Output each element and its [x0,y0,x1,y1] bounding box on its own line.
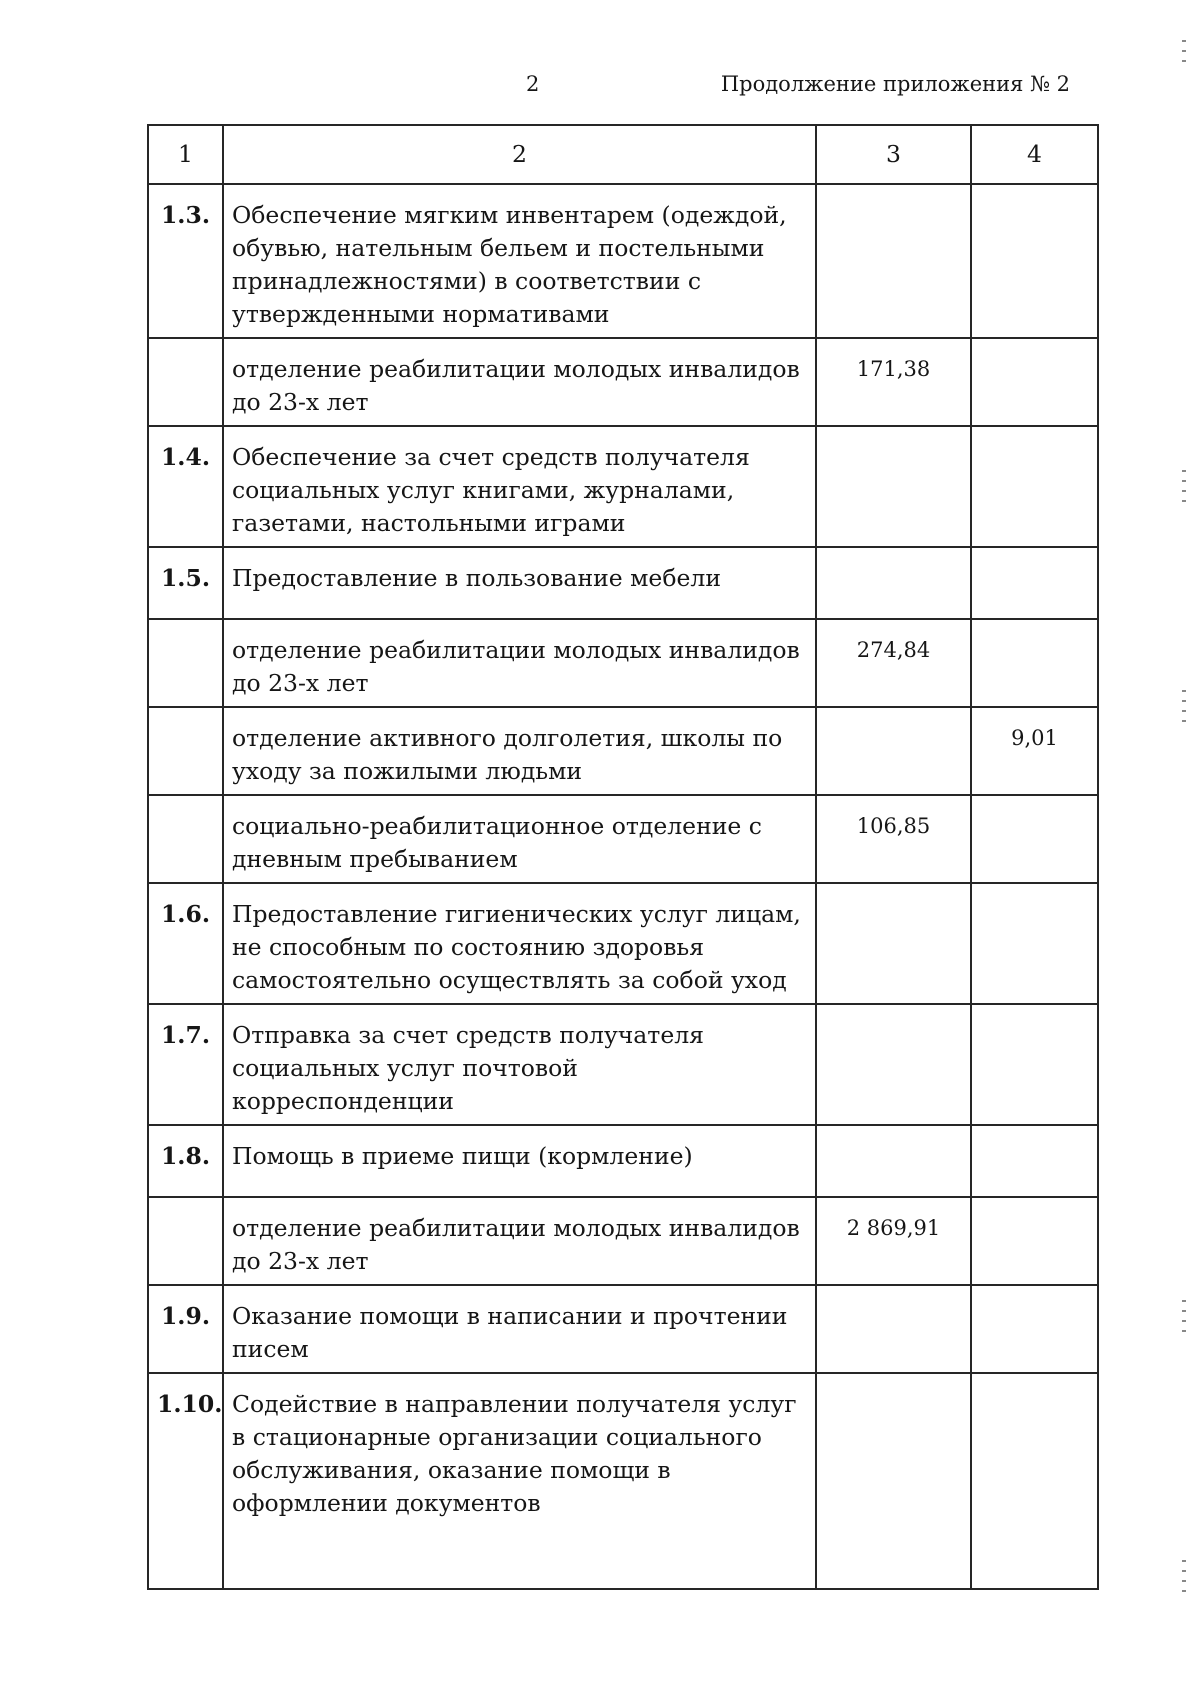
scan-speck-marks [1182,690,1186,726]
service-description: Обеспечение за счет средств получателя социальных услуг книгами, журналами, газетами, настольными играми [223,426,816,547]
scan-speck-marks [1182,40,1186,70]
value-col-3 [816,707,971,795]
scan-speck-marks [1182,470,1186,504]
value-col-3 [816,883,971,1004]
value-col-3 [816,547,971,619]
row-number [148,1197,223,1285]
table-row [148,619,1098,707]
service-description: отделение активного долголетия, школы по уходу за пожилыми людьми [223,707,816,795]
row-number [148,795,223,883]
table-row [148,1285,1098,1373]
value-col-4 [971,1004,1098,1125]
value-col-4 [971,184,1098,338]
value-col-4 [971,1373,1098,1589]
value-col-4 [971,883,1098,1004]
scan-speck-marks [1182,1560,1186,1600]
row-number [148,338,223,426]
value-col-4 [971,1197,1098,1285]
service-description: Оказание помощи в написании и прочтении писем [223,1285,816,1373]
service-description: отделение реабилитации молодых инвалидов до 23-х лет [223,338,816,426]
table-row [148,426,1098,547]
row-number: 1.3. [148,184,223,338]
value-col-4: 9,01 [971,707,1098,795]
service-description: Помощь в приеме пищи (кормление) [223,1125,816,1197]
column-header-1: 1 [148,125,223,184]
service-description: отделение реабилитации молодых инвалидов до 23-х лет [223,1197,816,1285]
row-number: 1.6. [148,883,223,1004]
service-description: Обеспечение мягким инвентарем (одеждой, обувью, нательным бельем и постельными принадлежностями) в соответствии с утвержденными нормативами [223,184,816,338]
table-row [148,547,1098,619]
table-row [148,184,1098,338]
value-col-3 [816,1125,971,1197]
service-description: Содействие в направлении получателя услуг в стационарные организации социального обслуживания, оказание помощи в оформлении документов [223,1373,816,1589]
value-col-4 [971,1285,1098,1373]
table-row [148,1197,1098,1285]
value-col-4 [971,547,1098,619]
service-description: отделение реабилитации молодых инвалидов до 23-х лет [223,619,816,707]
value-col-3 [816,1004,971,1125]
value-col-3: 2 869,91 [816,1197,971,1285]
table-row [148,707,1098,795]
row-number [148,707,223,795]
table-row [148,1125,1098,1197]
value-col-4 [971,795,1098,883]
service-description: социально-реабилитационное отделение с дневным пребыванием [223,795,816,883]
service-description: Предоставление в пользование мебели [223,547,816,619]
service-description: Предоставление гигиенических услуг лицам, не способным по состоянию здоровья самостоятельно осуществлять за собой уход [223,883,816,1004]
table-header-row [148,125,1098,184]
value-col-3 [816,184,971,338]
table-row [148,338,1098,426]
value-col-4 [971,338,1098,426]
document-table [147,124,1099,1590]
page-number: 2 [526,72,540,96]
column-header-2: 2 [223,125,816,184]
row-number [148,619,223,707]
value-col-3 [816,1285,971,1373]
row-number: 1.8. [148,1125,223,1197]
column-header-4: 4 [971,125,1098,184]
value-col-4 [971,426,1098,547]
value-col-3: 274,84 [816,619,971,707]
service-description: Отправка за счет средств получателя социальных услуг почтовой корреспонденции [223,1004,816,1125]
value-col-4 [971,619,1098,707]
table-row [148,1373,1098,1589]
value-col-3 [816,1373,971,1589]
table-row [148,1004,1098,1125]
value-col-4 [971,1125,1098,1197]
column-header-3: 3 [816,125,971,184]
row-number: 1.9. [148,1285,223,1373]
value-col-3: 106,85 [816,795,971,883]
row-number: 1.10. [148,1373,223,1589]
scan-speck-marks [1182,1300,1186,1340]
row-number: 1.4. [148,426,223,547]
row-number: 1.7. [148,1004,223,1125]
value-col-3: 171,38 [816,338,971,426]
table-row [148,883,1098,1004]
table-row [148,795,1098,883]
value-col-3 [816,426,971,547]
row-number: 1.5. [148,547,223,619]
continuation-caption: Продолжение приложения № 2 [720,72,1070,96]
